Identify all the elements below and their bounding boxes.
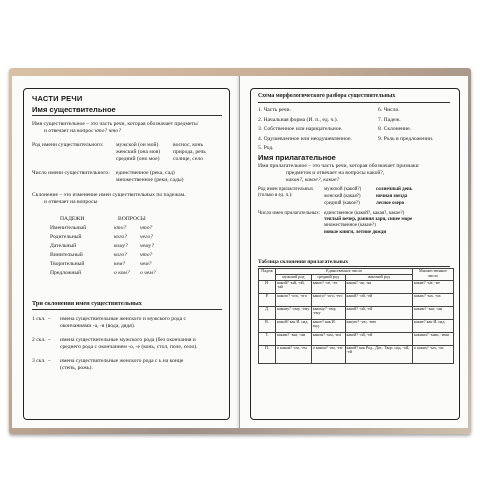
th-plural: Множественное число [413, 269, 454, 281]
th-neuter: средний род [311, 274, 345, 280]
declensions-rule [32, 309, 222, 310]
section-title-adjective: Имя прилагательное [258, 153, 336, 162]
scheme-title: Схема морфологического разбора существительных [258, 93, 396, 99]
th-feminine: женский род [345, 274, 412, 280]
table-row: В. какой? как И. пад. какое? как И. пад. какую? -ую, -юю какие? как И. пад. [259, 319, 454, 332]
declension-3: 3 скл. – имена существительные женского рода с ь на конце (степь, рожь). [32, 358, 184, 371]
table-row: П. о каком? -ом, -ем о каком? -ом, -ем какой? как Род., Дат., Твор. пад. -ой, -ей о каких? -ых, -их [259, 345, 454, 363]
adjective-number-label: Число имен прилагательных: [258, 211, 321, 216]
table-row: Т. каким? -ым, -им каким? -ым, -им какой? -ой, -ей какими? -ыми, -ими [259, 332, 454, 345]
gender-examples: воснос, конь природа, речь солнце, село [173, 142, 206, 162]
adjective-gender-label: Род имен прилагательных (только в ед. ч.): [258, 187, 314, 199]
adjective-gender-values: мужской (какой?) солнечный день женский (какая?) ночная звезда средний (какое?) лесное озеро [324, 187, 413, 207]
cases-table: ПАДЕЖИ ВОПРОСЫ Именительный кто? что? Родительный кого? чего? Дательный кому? чему? Винительный кого? что? Творительный кем? чем? Предложный о ком? о чем? [50, 216, 156, 276]
th-singular: Единственное число [276, 269, 413, 275]
table-row: И. какой? -ый, -ой, -ий какое? -ое, -ее какая? -ая, -яя какие? -ые, -ие [259, 280, 454, 293]
scheme-rule [258, 102, 450, 103]
declension-2: 2 скл. – имена существительные мужского рода (без окончания и среднего рода с окончанием -о, -е (конь, стол, поле, село). [32, 337, 198, 350]
adjective-definition: Имя прилагательное – это часть речи, которая обозначает признаки предметов и отвечает на вопросы какой?, какая?, какое?, какие? [258, 163, 419, 183]
table-row: Р. какого? -ого, -его какого? -ого, -его какой? -ой, -ей каких? -ых, -их [259, 293, 454, 306]
page-title: ЧАСТИ РЕЧИ [32, 94, 83, 103]
left-page [12, 76, 240, 428]
table-rule [258, 266, 450, 267]
gender-values: мужской (он мой) женский (она моя) средний (оно мое) [116, 142, 161, 162]
noun-definition: Имя существительное – это часть речи, которая обозначает предметы и отвечает на вопрос кто? что? [32, 121, 198, 134]
section-title-noun: Имя существительное [32, 105, 116, 114]
title-rule [32, 115, 222, 116]
table-row: Д. какому? -ому, -ему какому? -ому, -ему какой? -ой, -ей каким? -ым, -им [259, 306, 454, 319]
adjective-number-values: единственное (какой?, какая?, какое?) теплый вечер, ранняя заря, синее море множественное (какие?) новые книги, летние дожди [324, 211, 413, 235]
number-values: единственное (река, сад) множественное (реки, сады) [116, 170, 184, 183]
adjective-declension-table [258, 268, 454, 364]
number-label: Число имени существительного: [32, 170, 110, 176]
scheme-list-right: 6. Число. 7. Падеж. 8. Склонение. 9. Роль в предложении. [378, 107, 434, 142]
gender-label: Род имени существительного: [32, 142, 104, 148]
table-title: Таблица склонения прилагательных [258, 259, 349, 265]
right-page [240, 76, 468, 428]
three-declensions-title: Три склонения имен существительных [32, 300, 142, 307]
declension-definition: Склонение – это изменение имен существительных по падежам. и отвечает на вопросы [32, 192, 186, 205]
th-case: Падеж [259, 269, 276, 281]
declension-1: 1 скл. – имена существительные женского и мужского рода с окончаниями -а, -я (вода, дядя). [32, 316, 186, 329]
scheme-list-left: 1. Часть речи. 2. Начальная форма (И. п., ед. ч.). 3. Собственное или нарицательное. 4. Одушевленное или неодушевленное. 5. Род. [258, 107, 352, 151]
th-masculine: мужской род [276, 274, 312, 280]
